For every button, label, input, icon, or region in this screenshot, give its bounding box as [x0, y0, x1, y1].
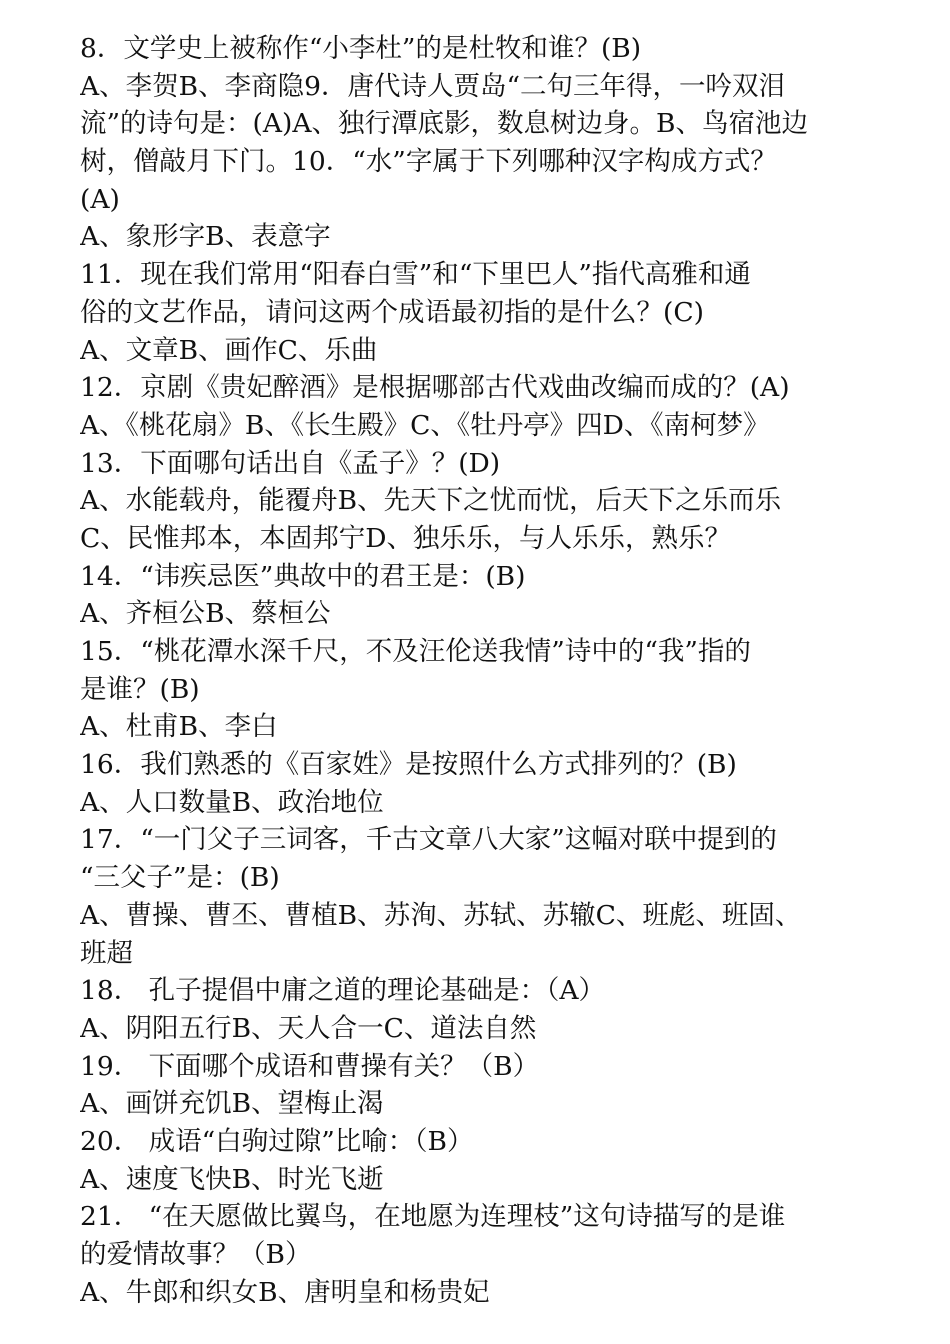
answer-options-16: A、人口数量B、政治地位 — [80, 786, 384, 818]
answer-options-8-question-9: A、李贺B、李商隐9．唐代诗人贾岛“二句三年得，一吟双泪 — [80, 70, 786, 102]
answer-options-13-continued: C、民惟邦本，本固邦宁D、独乐乐，与人乐乐，熟乐？ — [80, 522, 732, 554]
question-10: 树，僧敲月下门。10．“水”字属于下列哪种汉字构成方式？ — [80, 146, 777, 178]
answer-options-11: A、文章B、画作C、乐曲 — [80, 334, 378, 366]
question-20: 20． 成语“白驹过隙”比喻：（B） — [80, 1125, 474, 1157]
answer-options-20: A、速度飞快B、时光飞逝 — [80, 1163, 384, 1195]
question-21: 21． “在天愿做比翼鸟，在地愿为连理枝”这句诗描写的是谁 — [80, 1201, 786, 1233]
question-11-continued: 俗的文艺作品，请问这两个成语最初指的是什么？(C) — [80, 296, 704, 328]
answer-options-15: A、杜甫B、李白 — [80, 711, 278, 743]
question-16: 16．我们熟悉的《百家姓》是按照什么方式排列的？(B) — [80, 749, 737, 781]
answer-options-13: A、水能载舟，能覆舟B、先天下之忧而忧，后天下之乐而乐 — [80, 485, 782, 517]
question-13: 13．下面哪句话出自《孟子》？(D) — [80, 447, 501, 479]
answer-options-10: A、象形字B、表意字 — [80, 221, 331, 253]
question-17-continued: “三父子”是：(B) — [80, 862, 280, 894]
question-15-continued: 是谁？(B) — [80, 673, 200, 705]
answer-options-18: A、阴阳五行B、天人合一C、道法自然 — [80, 1012, 537, 1044]
question-19: 19． 下面哪个成语和曹操有关？（B） — [80, 1050, 540, 1082]
question-17: 17．“一门父子三词客，千古文章八大家”这幅对联中提到的 — [80, 824, 777, 856]
question-10-answer: (A) — [80, 183, 120, 215]
answer-options-14: A、齐桓公B、蔡桓公 — [80, 598, 331, 630]
question-14: 14．“讳疾忌医”典故中的君王是：(B) — [80, 560, 526, 592]
question-21-continued: 的爱情故事？（B） — [80, 1239, 312, 1270]
question-9-continued: 流”的诗句是：(A)A、独行潭底影，数息树边身。B、鸟宿池边 — [80, 108, 808, 140]
answer-options-17-continued: 班超 — [80, 937, 133, 969]
answer-options-19: A、画饼充饥B、望梅止渴 — [80, 1088, 384, 1120]
answer-options-12: A、《桃花扇》B、《长生殿》C、《牡丹亭》四D、《南柯梦》 — [80, 409, 770, 441]
answer-options-21: A、牛郎和织女B、唐明皇和杨贵妃 — [80, 1276, 490, 1308]
question-11: 11．现在我们常用“阳春白雪”和“下里巴人”指代高雅和通 — [80, 259, 751, 291]
question-8: 8．文学史上被称作“小李杜”的是杜牧和谁？(B) — [80, 33, 642, 64]
question-18: 18． 孔子提倡中庸之道的理论基础是：（A） — [80, 975, 606, 1007]
document-page — [80, 30, 875, 1311]
question-12: 12．京剧《贵妃醉酒》是根据哪部古代戏曲改编而成的？(A) — [80, 372, 790, 404]
answer-options-17: A、曹操、曹丕、曹植B、苏洵、苏轼、苏辙C、班彪、班固、 — [80, 899, 802, 931]
question-15: 15．“桃花潭水深千尺，不及汪伦送我情”诗中的“我”指的 — [80, 636, 751, 667]
